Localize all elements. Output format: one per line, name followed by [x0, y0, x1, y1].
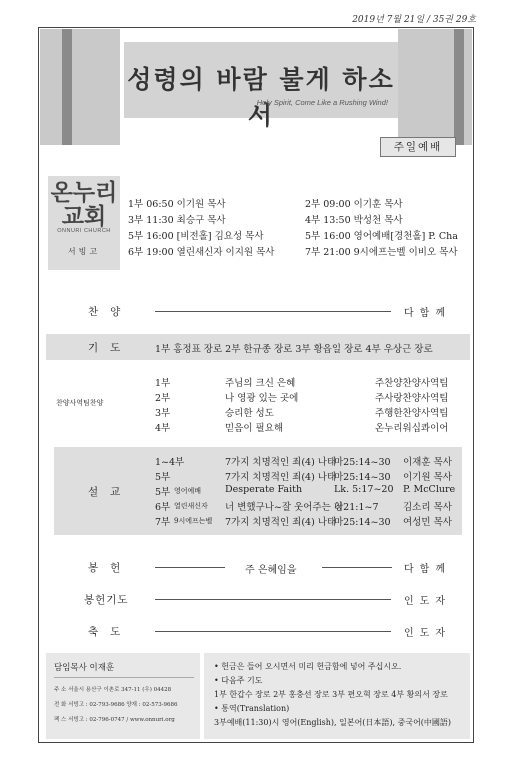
banner	[124, 42, 398, 130]
logo-english: ONNURI CHURCH	[57, 228, 111, 234]
sermon-title: 7가지 치명적인 죄(4) 나태	[225, 472, 337, 483]
prayer-leaders: 1부 홍정표 장로 2부 한규종 장로 3부 황읍일 장로 4부 우상근 장로	[155, 344, 433, 355]
sermon-part: 7부	[155, 517, 171, 528]
service-item: 1부 06:50 이기원 목사	[128, 199, 226, 210]
service-item: 4부 13:50 박성천 목사	[305, 215, 403, 226]
divider	[54, 677, 194, 678]
sermon-verse: Lk. 5:17~20	[334, 484, 394, 495]
notices	[204, 653, 470, 739]
sermon-note: 9시에프는벨	[174, 517, 213, 525]
dotted-line	[155, 311, 391, 312]
sermon-pastor: 이기원 목사	[403, 472, 452, 483]
sermon-pastor: 이재훈 목사	[403, 457, 452, 468]
sermon-pastor: 김소리 목사	[403, 502, 452, 513]
choir-song: 승리한 성도	[225, 408, 274, 419]
dotted-line	[155, 567, 225, 568]
church-logo	[48, 176, 120, 270]
sermon-title: 7가지 치명적인 죄(4) 나태	[225, 457, 337, 468]
sermon-part: 6부	[155, 502, 171, 513]
service-item: 5부 16:00 [비전홀] 김요성 목사	[128, 231, 264, 242]
sermon-verse: 마25:14~30	[334, 472, 391, 483]
banner-left-block	[40, 29, 120, 145]
campus-name: 서빙고	[67, 247, 101, 256]
offering-song: 주 은혜임을	[245, 565, 297, 576]
sermon-note: 열린새신자	[174, 502, 208, 510]
sermon-title: 너 변했구나~잘 웃어주는 너	[225, 502, 343, 513]
choir-song: 나 영광 있는 곳에	[225, 393, 299, 404]
issue-date: 2019년 7월 21일 / 35권 29호	[352, 15, 476, 25]
service-item: 3부 11:30 최승구 목사	[128, 215, 226, 226]
offering-label: 봉헌	[88, 562, 133, 574]
notice-item: • 통역(Translation)	[214, 704, 290, 713]
sermon-pastor: P. McClure	[403, 484, 456, 495]
prayer-label: 기도	[88, 342, 133, 354]
worship-tag: 주일예배	[380, 137, 456, 157]
notice-item: • 헌금은 들어 오시면서 미리 헌금함에 넣어 주십시오.	[214, 662, 402, 671]
service-item: 5부 16:00 영어예배[경천홀] P. Cha	[305, 231, 458, 242]
address: 주 소 서울시 용산구 이촌로 347-11 (우) 04428	[54, 687, 172, 693]
sermon-part: 5부	[155, 487, 171, 498]
choir-part: 2부	[155, 393, 171, 404]
service-item: 6부 19:00 열린새신자 이지원 목사	[128, 247, 275, 258]
offering-leader: 다함께	[404, 564, 451, 575]
sermon-title: Desperate Faith	[225, 484, 303, 495]
choir-team: 온누리워십콰이어	[375, 423, 449, 434]
notice-item: 3부예배(11:30)시 영어(English), 일본어(日本語), 중국어(中國語)	[214, 718, 452, 727]
choir-team: 주사랑찬양사역팀	[375, 393, 449, 404]
senior-pastor: 담임목사 이재훈	[54, 663, 115, 673]
notice-item: • 다음주 기도	[214, 676, 263, 685]
choir-song: 믿음이 필요해	[225, 423, 284, 434]
service-item: 7부 21:00 9시에프는벨 이비오 목사	[305, 247, 458, 258]
sermon-verse: 마25:14~30	[334, 457, 391, 468]
choir-part: 4부	[155, 423, 171, 434]
choir-team: 주찬양찬양사역팀	[375, 378, 449, 389]
logo-text: 온누리 교회	[50, 179, 118, 229]
benediction-label: 축도	[88, 626, 133, 638]
fax-website: 팩 스 서빙고 : 02-796-0747 / www.onnuri.org	[54, 717, 175, 723]
church-info	[46, 653, 200, 739]
offering-prayer-leader: 인도자	[404, 596, 451, 607]
phone: 전 화 서빙고 : 02-793-9686 양재 : 02-573-9686	[54, 702, 178, 708]
banner-right-block	[398, 29, 472, 145]
sermon-title: 7가지 치명적인 죄(4) 나태	[225, 517, 337, 528]
choir-part: 3부	[155, 408, 171, 419]
dotted-line	[322, 567, 392, 568]
service-item: 2부 09:00 이기훈 목사	[305, 199, 403, 210]
choir-song: 주님의 크신 은혜	[225, 378, 296, 389]
benediction-leader: 인도자	[404, 628, 451, 639]
offering-prayer-label: 봉헌기도	[84, 594, 129, 606]
banner-subtitle: Holy Spirit, Come Like a Rushing Wind!	[256, 98, 388, 107]
praise-label: 찬양	[88, 306, 133, 318]
sermon-verse: 마25:14~30	[334, 517, 391, 528]
choir-label: 찬양사역팀찬양	[56, 399, 104, 407]
choir-team: 주행한찬양사역팀	[375, 408, 449, 419]
notice-item: 1부 한갑수 장로 2부 홍충선 장로 3부 편오혁 장로 4부 황의서 장로	[214, 690, 448, 699]
sermon-part: 5부	[155, 472, 171, 483]
sermon-label: 설교	[88, 486, 133, 498]
choir-part: 1부	[155, 378, 171, 389]
dotted-line	[155, 631, 391, 632]
sermon-verse: 창21:1~7	[334, 502, 379, 513]
sermon-note: 영어예배	[174, 487, 202, 495]
praise-leader: 다함께	[404, 308, 451, 319]
sermon-part: 1~4부	[155, 457, 185, 468]
sermon-pastor: 여성민 목사	[403, 517, 452, 528]
banner-title: 성령의 바람 불게 하소서	[127, 65, 395, 130]
dotted-line	[155, 599, 391, 600]
